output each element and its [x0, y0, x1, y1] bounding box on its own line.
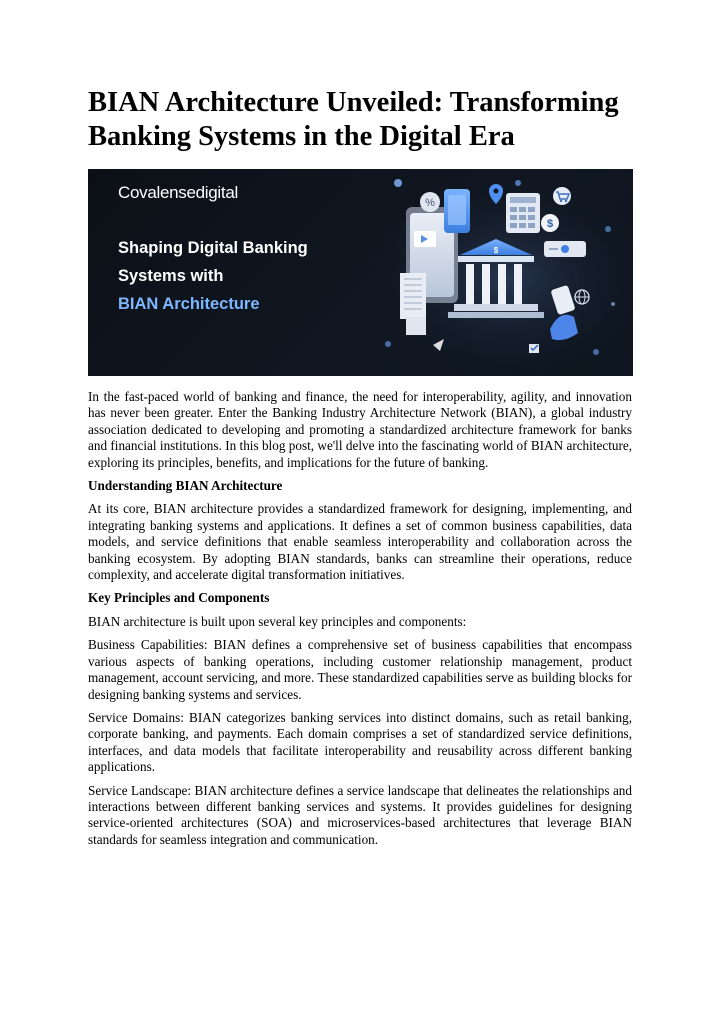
- svg-text:$: $: [546, 218, 554, 230]
- checkbox-icon: [529, 344, 539, 353]
- shopping-cart-icon: [553, 187, 571, 205]
- dollar-coin-icon: [541, 214, 559, 232]
- card-icon: [544, 241, 586, 257]
- paragraph-principles-intro: BIAN architecture is built upon several key principles and components:: [88, 613, 467, 629]
- hero-headline-line1: Shaping Digital Banking: [118, 239, 308, 257]
- hero-headline-line3: BIAN Architecture: [118, 295, 260, 313]
- percent-icon: [420, 192, 440, 212]
- svg-text:$: $: [493, 246, 499, 255]
- paragraph-business-capabilities: Business Capabilities: BIAN defines a comprehensive set of business capabilities that encompass various aspects of banking operations, including customer relationship management, product management, account servicing, and more. These standardized capabilities serve as building blocks for designing banking systems and services.: [88, 637, 632, 702]
- article-body: [88, 389, 632, 855]
- paragraph-understanding: At its core, BIAN architecture provides a standardized framework for designing, implementing, and integrating banking systems and applications. It defines a set of common business capabilities, data models, and service definitions that enable seamless interoperability and collaboration across the banking ecosystem. By adopting BIAN standards, banks can streamline their operations, reduce complexity, and accelerate digital transformation initiatives.: [88, 501, 632, 583]
- hero-banner-image: [88, 169, 633, 376]
- paragraph-service-landscape: Service Landscape: BIAN architecture defines a service landscape that delineates the relationships and interactions between different banking services and systems. It provides guidelines for designing service-oriented architectures (SOA) and microservices-based architectures that leverage BIAN standards for seamless integration and communication.: [88, 782, 632, 847]
- phone-icon: [444, 189, 470, 233]
- hero-headline-line2: Systems with: [118, 267, 224, 285]
- hero-headline: [118, 234, 378, 318]
- calculator-icon: [506, 193, 540, 233]
- article-title: BIAN Architecture Unveiled: Transforming Banking Systems in the Digital Era: [88, 87, 619, 152]
- section-heading-principles: Key Principles and Components: [88, 590, 270, 606]
- svg-text:%: %: [425, 197, 435, 209]
- intro-paragraph: In the fast-paced world of banking and finance, the need for interoperability, agility, and innovation has never been greater. Enter the Banking Industry Architecture Network (BIAN), a global industry association dedicated to developing and promoting a standardized architecture framework for banks and financial institutions. In this blog post, we'll delve into the fascinating world of BIAN architecture, exploring its principles, benefits, and implications for the future of banking.: [88, 389, 632, 470]
- paragraph-service-domains: Service Domains: BIAN categorizes banking services into distinct domains, such as retail banking, corporate banking, and payments. Each domain comprises a set of standardized service definitions, interfaces, and data models that facilitate interoperability and reusability across different banking applications.: [88, 709, 632, 775]
- section-heading-understanding: Understanding BIAN Architecture: [88, 478, 283, 494]
- brand-logo: Covalensedigital: [118, 183, 238, 202]
